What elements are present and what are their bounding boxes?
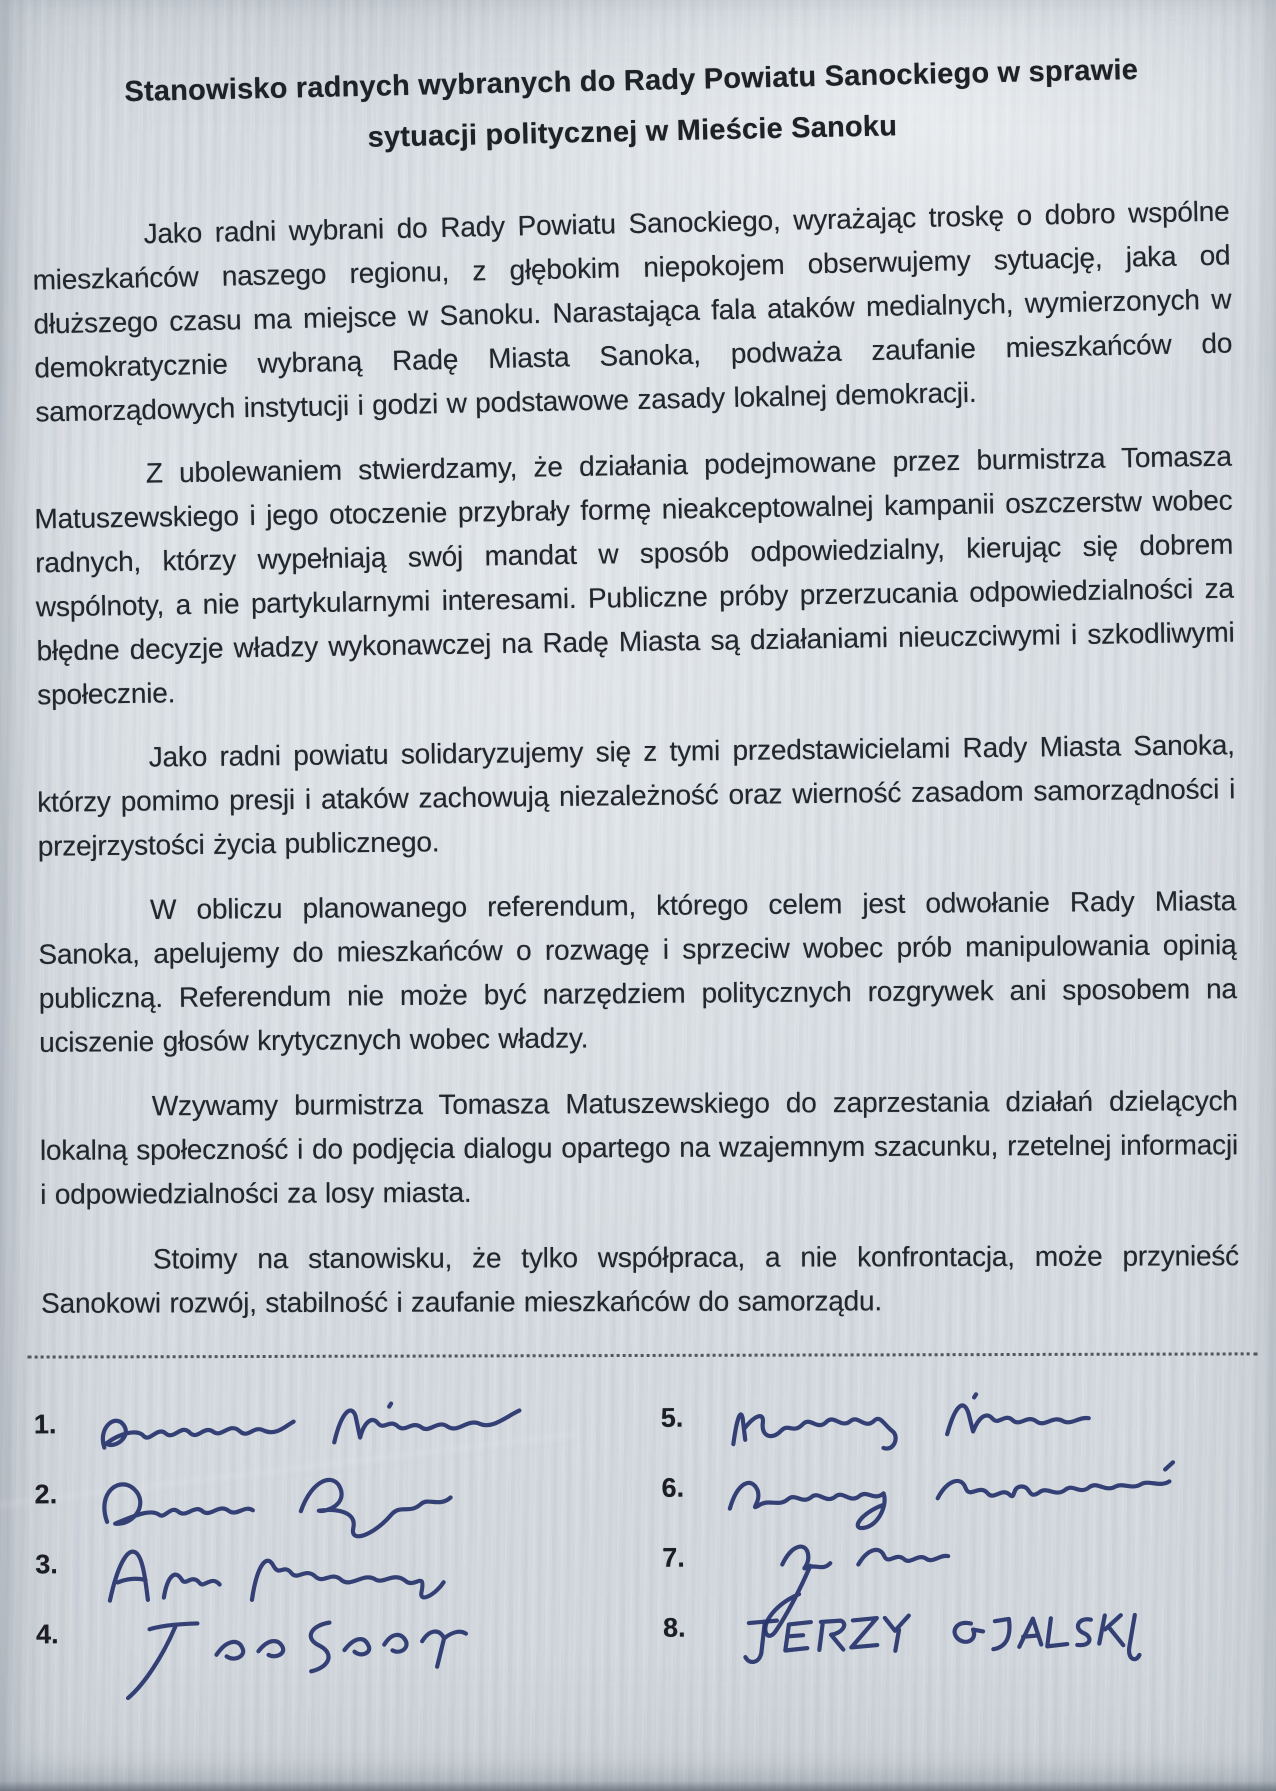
signature-number: 4.	[35, 1619, 59, 1650]
paragraph-3: Jako radni powiatu solidaryzujemy się z tymi przedstawicielami Rady Miasta Sanoka, którzy pomimo presji i ataków zachowują niezależność oraz wierność zasadom samorządności i przejrzystości życia publicznego.	[37, 729, 1236, 862]
paragraph-6: Stoimy na stanowisku, że tylko współpraca, a nie konfrontacja, może przynieść Sanokowi rozwój, stabilność i zaufanie mieszkańców do samorządu.	[41, 1240, 1239, 1319]
handwritten-signature	[90, 1583, 593, 1701]
paragraph-4: W obliczu planowanego referendum, którego celem jest odwołanie Rady Miasta Sanoka, apelujemy do mieszkańców o rozwagę i sprzeciw wobec prób manipulowania opinią publiczną. Referendum nie może być narzędziem politycznych rozgrywek ani sposobem na uciszenie głosów krytycznych wobec władzy.	[38, 885, 1237, 1058]
signature-column-right	[660, 1380, 1276, 1666]
document-body	[33, 197, 1240, 1328]
signature-number: 8.	[662, 1612, 686, 1643]
title-line-2: sytuacji politycznej w Mieście Sanoku	[367, 110, 898, 154]
paragraph-1: Jako radni wybrani do Rady Powiatu Sanockiego, wyrażając troskę o dobro wspólne mieszkańców naszego regionu, z głębokim niepokojem obserwujemy sytuację, jaka od dłuższego czasu ma miejsce w Sanoku. Narastająca fala ataków medialnych, wymierzonych w demokratycznie wybraną Radę Miasta Sanoka, podważa zaufanie mieszkańców do samorządowych instytucji i godzi w podstawowe zasady lokalnej demokracji.	[32, 195, 1233, 428]
title-line-1: Stanowisko radnych wybranych do Rady Powiatu Sanockiego w sprawie	[124, 53, 1139, 109]
document-title	[33, 43, 1231, 171]
signature-number: 7.	[662, 1542, 685, 1573]
signature-column-left	[34, 1387, 650, 1673]
paragraph-2: Z ubolewaniem stwierdzamy, że działania podejmowane przez burmistrza Tomasza Matuszewskiego i jego otoczenie przybrały formę nieakceptowalnej kampanii oszczerstw wobec radnych, którzy wypełniają swój mandat w sposób odpowiedzialny, kierując się dobrem wspólnoty, a nie partykularnymi interesami. Publiczne próby przerzucania odpowiedzialności za błędne decyzje władzy wykonawczej na Radę Miasta są działaniami nieuczciwymi i szkodliwymi społecznie.	[34, 440, 1235, 711]
signature-number: 3.	[35, 1549, 59, 1580]
signature-row	[663, 1590, 1276, 1666]
signature-number: 6.	[661, 1472, 685, 1503]
paragraph-5: Wzywamy burmistrza Tomasza Matuszewskiego do zaprzestania działań dzielących lokalną społeczność i do podjęcia dialogu opartego na wzajemnym szacunku, rzetelnej informacji i odpowiedzialności za losy miasta.	[39, 1085, 1239, 1210]
signature-number: 1.	[33, 1409, 57, 1440]
signature-number: 2.	[34, 1479, 58, 1510]
signature-number: 5.	[660, 1402, 684, 1433]
signature-divider	[28, 1352, 1258, 1358]
signature-area	[34, 1380, 1276, 1673]
handwritten-signature	[718, 1582, 1220, 1690]
signature-row	[36, 1597, 650, 1673]
